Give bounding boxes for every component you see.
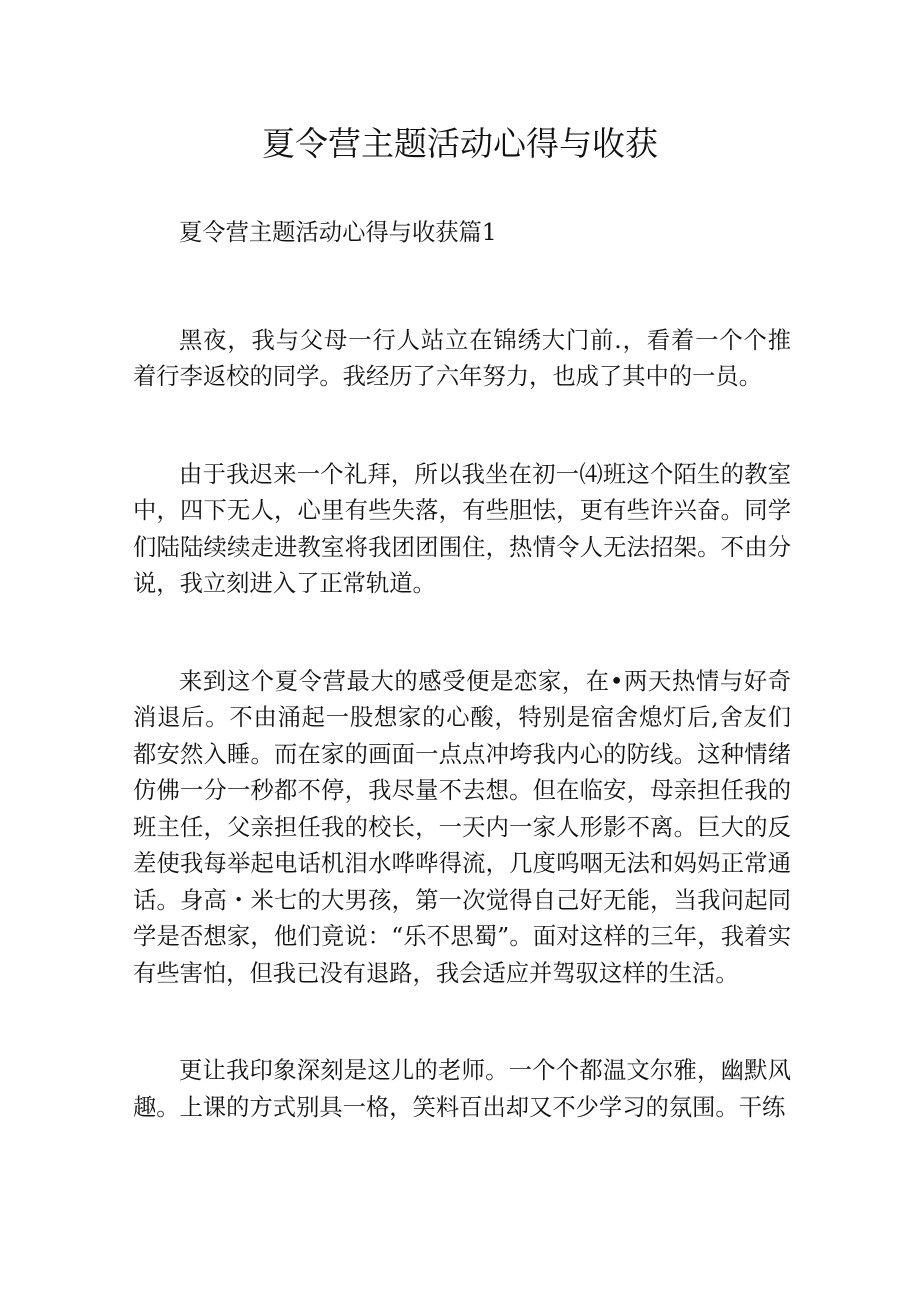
paragraph-2: 由于我迟来一个礼拜，所以我坐在初一⑷班这个陌生的教室中，四下无人，心里有些失落，有些胆怯，更有些许兴奋。同学们陆陆续续走进教室将我团团围住，热情令人无法招架。不由分说，我立刻进入了正常轨道。: [133, 460, 791, 597]
paragraph-1: 黑夜，我与父母一行人站立在锦绣大门前.，看着一个个推着行李返校的同学。我经历了六年努力，也成了其中的一员。: [133, 326, 791, 390]
document-title: 夏令营主题活动心得与收获: [262, 124, 658, 163]
paragraph-4: 更让我印象深刻是这儿的老师。一个个都温文尔雅，幽默风趣。上课的方式别具一格，笑料百出却又不少学习的氛围。干练: [133, 1057, 791, 1121]
paragraph-3: 来到这个夏令营最大的感受便是恋家，在•两天热情与好奇消退后。不由涌起一股想家的心酸，特别是宿舍熄灯后,舍友们都安然入睡。而在家的画面一点点冲垮我内心的防线。这种情绪仿佛一分一秒都不停，我尽量不去想。但在临安，母亲担任我的班主任，父亲担任我的校长，一天内一家人形影不离。巨大的反差使我每举起电话机泪水哗哗得流，几度呜咽无法和妈妈正常通话。身高・米七的大男孩，第一次觉得自己好无能，当我问起同学是否想家，他们竟说：“乐不思蜀”。面对这样的三年，我着实有些害怕，但我已没有退路，我会适应并驾驭这样的生活。: [133, 667, 791, 987]
document-body: [133, 215, 791, 1187]
section-heading: 夏令营主题活动心得与收获篇1: [179, 219, 497, 246]
